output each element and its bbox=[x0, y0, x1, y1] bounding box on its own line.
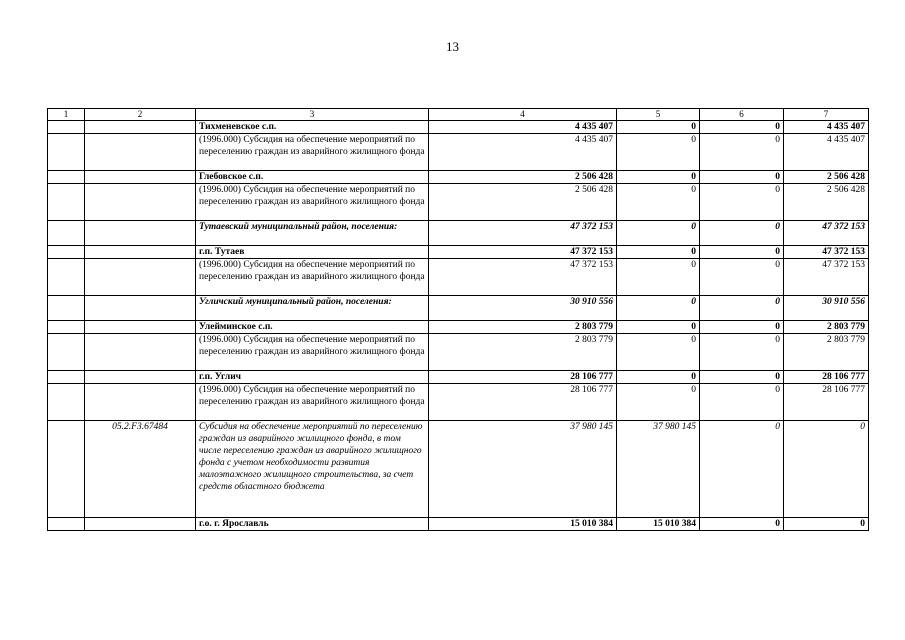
cell-code bbox=[85, 371, 196, 384]
cell-code bbox=[85, 221, 196, 246]
cell-col-7: 28 106 777 bbox=[784, 371, 869, 384]
table-row bbox=[48, 296, 869, 321]
cell-col-6: 0 bbox=[700, 134, 784, 171]
table-row bbox=[48, 221, 869, 246]
cell-col-7: 47 372 153 bbox=[784, 221, 869, 246]
cell-name: Улейминское с.п. bbox=[196, 321, 429, 334]
table-row bbox=[48, 518, 869, 531]
cell-code bbox=[85, 121, 196, 134]
cell-col-5: 0 bbox=[617, 184, 700, 221]
cell-col-4: 47 372 153 bbox=[429, 246, 617, 259]
cell-col-6: 0 bbox=[700, 334, 784, 371]
cell-col-4: 37 980 145 bbox=[429, 421, 617, 518]
cell-col-6: 0 bbox=[700, 184, 784, 221]
cell-code bbox=[85, 296, 196, 321]
cell-col-7: 47 372 153 bbox=[784, 246, 869, 259]
cell-col-7: 2 506 428 bbox=[784, 184, 869, 221]
column-header: 6 bbox=[700, 109, 784, 121]
cell-col-6: 0 bbox=[700, 246, 784, 259]
cell-col-4: 4 435 407 bbox=[429, 134, 617, 171]
cell-col-7: 0 bbox=[784, 421, 869, 518]
column-header: 2 bbox=[85, 109, 196, 121]
cell-col-1 bbox=[48, 121, 85, 134]
column-header: 4 bbox=[429, 109, 617, 121]
cell-name: Угличский муниципальный район, поселения: bbox=[196, 296, 429, 321]
cell-name: г.п. Тутаев bbox=[196, 246, 429, 259]
cell-col-7: 0 bbox=[784, 518, 869, 531]
cell-col-6: 0 bbox=[700, 518, 784, 531]
cell-col-5: 0 bbox=[617, 246, 700, 259]
cell-code: 05.2.F3.67484 bbox=[85, 421, 196, 518]
cell-col-6: 0 bbox=[700, 384, 784, 421]
cell-col-4: 15 010 384 bbox=[429, 518, 617, 531]
column-header: 5 bbox=[617, 109, 700, 121]
cell-col-1 bbox=[48, 321, 85, 334]
cell-name: (1996.000) Субсидия на обеспечение мероприятий по переселению граждан из аварийного жилищного фонда bbox=[196, 384, 429, 421]
table-header bbox=[48, 109, 869, 121]
table-row bbox=[48, 121, 869, 134]
cell-col-4: 47 372 153 bbox=[429, 221, 617, 246]
cell-col-1 bbox=[48, 334, 85, 371]
cell-col-4: 2 803 779 bbox=[429, 334, 617, 371]
table-row bbox=[48, 171, 869, 184]
cell-col-6: 0 bbox=[700, 371, 784, 384]
cell-col-5: 0 bbox=[617, 371, 700, 384]
cell-col-6: 0 bbox=[700, 221, 784, 246]
column-header: 1 bbox=[48, 109, 85, 121]
cell-col-1 bbox=[48, 171, 85, 184]
cell-col-5: 37 980 145 bbox=[617, 421, 700, 518]
table-row bbox=[48, 371, 869, 384]
cell-col-7: 4 435 407 bbox=[784, 134, 869, 171]
cell-col-5: 0 bbox=[617, 296, 700, 321]
table-row bbox=[48, 421, 869, 518]
cell-col-1 bbox=[48, 371, 85, 384]
column-header: 7 bbox=[784, 109, 869, 121]
cell-col-4: 4 435 407 bbox=[429, 121, 617, 134]
page-number: 13 bbox=[446, 39, 459, 54]
table-row bbox=[48, 384, 869, 421]
cell-col-5: 0 bbox=[617, 384, 700, 421]
table-row bbox=[48, 321, 869, 334]
cell-name: (1996.000) Субсидия на обеспечение мероприятий по переселению граждан из аварийного жилищного фонда bbox=[196, 134, 429, 171]
cell-col-6: 0 bbox=[700, 171, 784, 184]
cell-name: г.о. г. Ярославль bbox=[196, 518, 429, 531]
cell-name: Субсидия на обеспечение мероприятий по переселению граждан из аварийного жилищного фонда, в том числе переселению граждан из аварийного жилищного фонда с учетом необходимости развития малоэтажного жилищного строительства, за счет средств областного бюджета bbox=[196, 421, 429, 518]
cell-col-4: 30 910 556 bbox=[429, 296, 617, 321]
cell-code bbox=[85, 259, 196, 296]
cell-col-7: 28 106 777 bbox=[784, 384, 869, 421]
cell-col-7: 2 506 428 bbox=[784, 171, 869, 184]
cell-col-4: 47 372 153 bbox=[429, 259, 617, 296]
cell-col-7: 2 803 779 bbox=[784, 334, 869, 371]
cell-col-5: 0 bbox=[617, 134, 700, 171]
cell-col-5: 0 bbox=[617, 321, 700, 334]
cell-code bbox=[85, 321, 196, 334]
column-header: 3 bbox=[196, 109, 429, 121]
cell-col-1 bbox=[48, 246, 85, 259]
cell-col-1 bbox=[48, 134, 85, 171]
cell-code bbox=[85, 384, 196, 421]
cell-col-1 bbox=[48, 384, 85, 421]
cell-col-7: 30 910 556 bbox=[784, 296, 869, 321]
cell-col-4: 2 803 779 bbox=[429, 321, 617, 334]
cell-col-6: 0 bbox=[700, 421, 784, 518]
cell-name: (1996.000) Субсидия на обеспечение мероприятий по переселению граждан из аварийного жилищного фонда bbox=[196, 259, 429, 296]
cell-col-4: 28 106 777 bbox=[429, 384, 617, 421]
table-row bbox=[48, 334, 869, 371]
cell-code bbox=[85, 518, 196, 531]
cell-col-6: 0 bbox=[700, 296, 784, 321]
cell-col-5: 15 010 384 bbox=[617, 518, 700, 531]
cell-col-6: 0 bbox=[700, 121, 784, 134]
cell-col-4: 2 506 428 bbox=[429, 171, 617, 184]
cell-col-4: 2 506 428 bbox=[429, 184, 617, 221]
cell-name: (1996.000) Субсидия на обеспечение мероприятий по переселению граждан из аварийного жилищного фонда bbox=[196, 334, 429, 371]
cell-col-7: 47 372 153 bbox=[784, 259, 869, 296]
cell-col-7: 2 803 779 bbox=[784, 321, 869, 334]
table-row bbox=[48, 246, 869, 259]
cell-name: (1996.000) Субсидия на обеспечение мероприятий по переселению граждан из аварийного жилищного фонда bbox=[196, 184, 429, 221]
table-row bbox=[48, 259, 869, 296]
cell-col-5: 0 bbox=[617, 171, 700, 184]
table-row bbox=[48, 134, 869, 171]
cell-col-5: 0 bbox=[617, 334, 700, 371]
cell-col-6: 0 bbox=[700, 259, 784, 296]
cell-col-5: 0 bbox=[617, 121, 700, 134]
cell-code bbox=[85, 184, 196, 221]
cell-col-1 bbox=[48, 296, 85, 321]
budget-table bbox=[47, 108, 869, 531]
cell-col-1 bbox=[48, 259, 85, 296]
cell-name: Тутаевский муниципальный район, поселения: bbox=[196, 221, 429, 246]
cell-code bbox=[85, 246, 196, 259]
cell-col-1 bbox=[48, 421, 85, 518]
cell-col-5: 0 bbox=[617, 259, 700, 296]
cell-name: Глебовское с.п. bbox=[196, 171, 429, 184]
cell-code bbox=[85, 171, 196, 184]
cell-col-7: 4 435 407 bbox=[784, 121, 869, 134]
cell-col-1 bbox=[48, 518, 85, 531]
cell-col-5: 0 bbox=[617, 221, 700, 246]
table-body bbox=[48, 121, 869, 531]
cell-name: г.п. Углич bbox=[196, 371, 429, 384]
cell-code bbox=[85, 334, 196, 371]
table-row bbox=[48, 184, 869, 221]
cell-code bbox=[85, 134, 196, 171]
cell-col-1 bbox=[48, 184, 85, 221]
cell-col-1 bbox=[48, 221, 85, 246]
cell-col-6: 0 bbox=[700, 321, 784, 334]
cell-col-4: 28 106 777 bbox=[429, 371, 617, 384]
cell-name: Тихменевское с.п. bbox=[196, 121, 429, 134]
